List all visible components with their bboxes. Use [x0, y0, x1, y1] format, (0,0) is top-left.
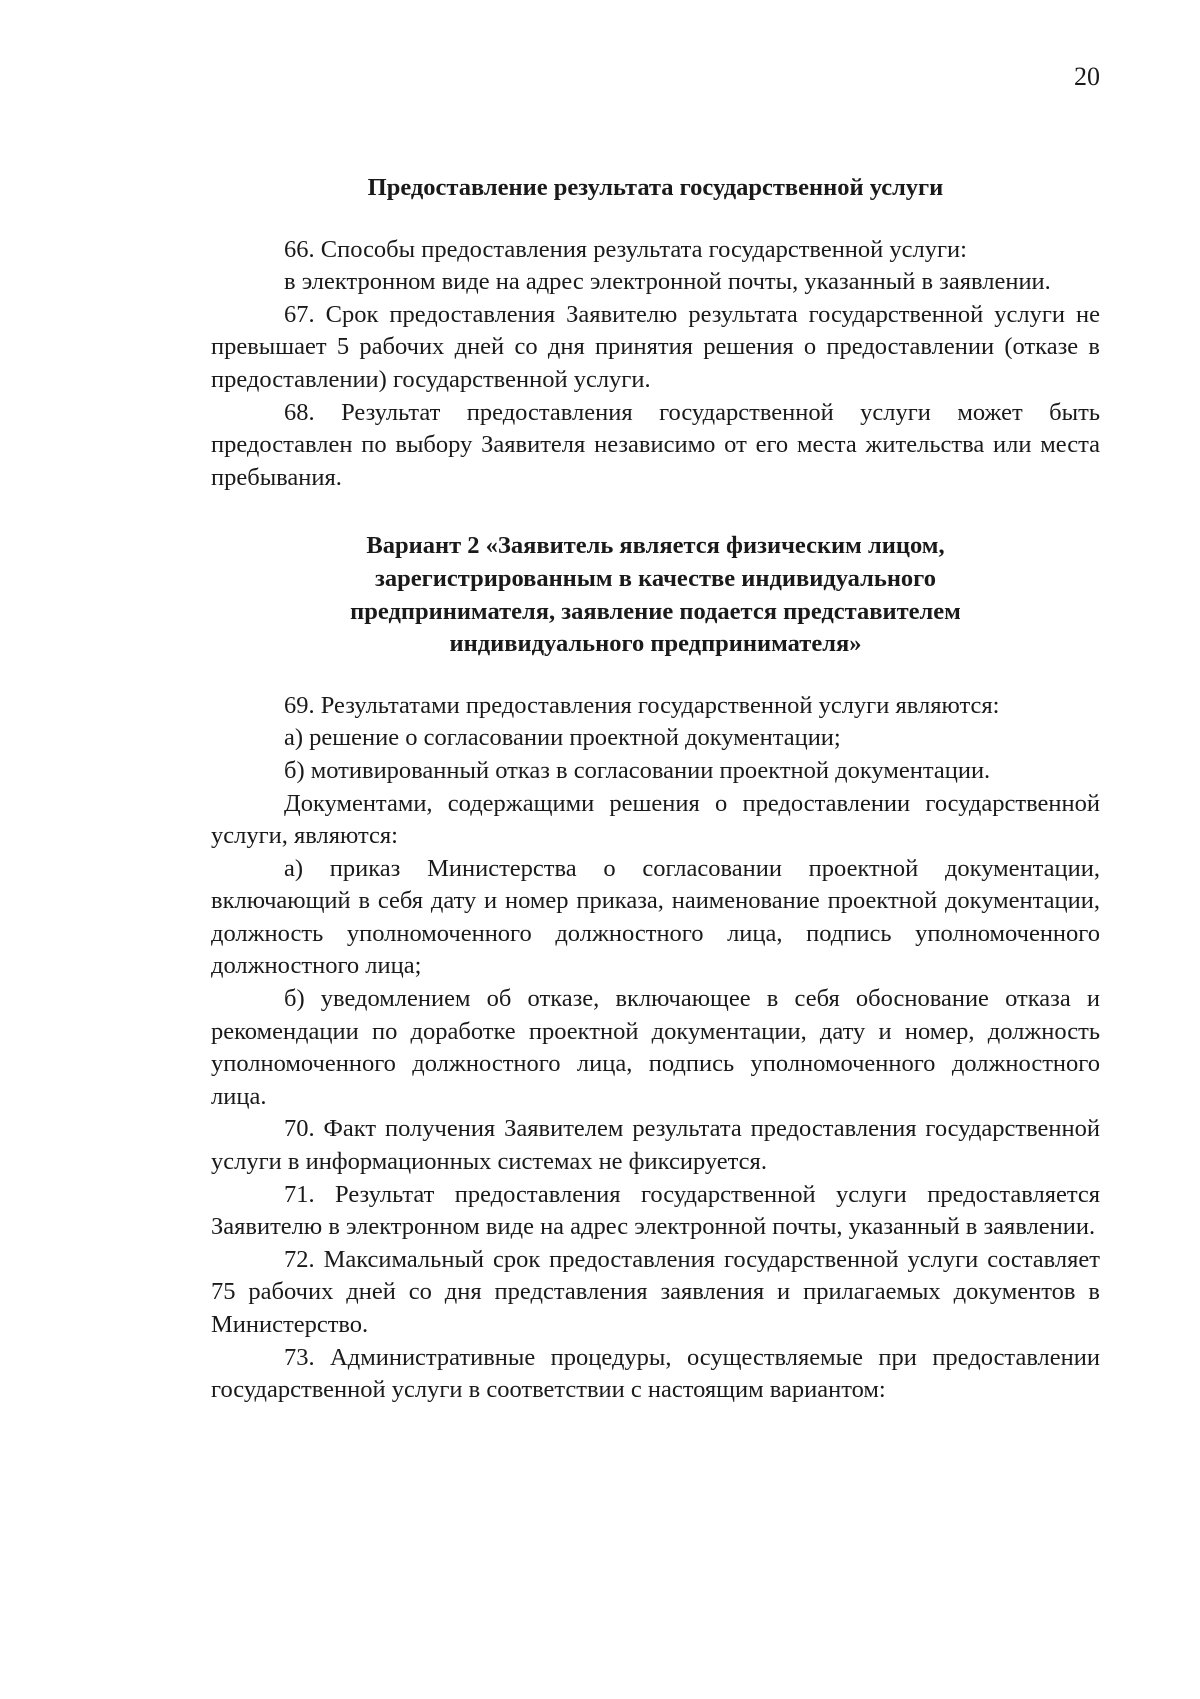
paragraph-69: 69. Результатами предоставления государственной услуги являются:: [284, 691, 1000, 719]
paragraph-69-item-a: а) решение о согласовании проектной документации;: [284, 724, 841, 752]
paragraph-68: 68. Результат предоставления государственной услуги может быть предоставлен по выбору Заявителя независимо от его места жительства или места пребывания.: [211, 398, 1100, 491]
document-body: [211, 172, 1100, 1407]
section-heading-result: Предоставление результата государственной услуги: [367, 174, 944, 201]
paragraph-72: 72. Максимальный срок предоставления государственной услуги составляет 75 рабочих дней со дня представления заявления и прилагаемых документов в Министерство.: [211, 1245, 1100, 1338]
paragraph-66: 66. Способы предоставления результата государственной услуги:: [284, 235, 967, 263]
paragraph-documents-item-a: а) приказ Министерства о согласовании проектной документации, включающий в себя дату и номер приказа, наименование проектной документации, должность уполномоченного должностного лица, подпись уполномоченного должностного лица;: [211, 854, 1100, 980]
paragraph-documents: Документами, содержащими решения о предоставлении государственной услуги, являются:: [211, 789, 1100, 850]
paragraph-66-item: в электронном виде на адрес электронной почты, указанный в заявлении.: [284, 268, 1051, 296]
section-heading-variant-2: [211, 530, 1100, 660]
paragraph-73: 73. Административные процедуры, осуществляемые при предоставлении государственной услуги в соответствии с настоящим вариантом:: [211, 1343, 1100, 1404]
paragraph-70: 70. Факт получения Заявителем результата предоставления государственной услуги в информационных системах не фиксируется.: [211, 1115, 1100, 1176]
paragraph-71: 71. Результат предоставления государственной услуги предоставляется Заявителю в электронном виде на адрес электронной почты, указанный в заявлении.: [211, 1180, 1100, 1241]
variant-heading-line: предпринимателя, заявление подается представителем: [350, 597, 961, 625]
paragraph-documents-item-b: б) уведомлением об отказе, включающее в себя обоснование отказа и рекомендации по доработке проектной документации, дату и номер, должность уполномоченного должностного лица, подпись уполномоченного должностного лица.: [211, 985, 1100, 1110]
variant-heading-line: индивидуального предпринимателя»: [449, 630, 862, 658]
paragraph-69-item-b: б) мотивированный отказ в согласовании проектной документации.: [284, 756, 991, 784]
page-number: 20: [1074, 62, 1100, 91]
paragraph-67: 67. Срок предоставления Заявителю результата государственной услуги не превышает 5 рабочих дней со дня принятия решения о предоставлении (отказе в предоставлении) государственной услуги.: [211, 300, 1100, 393]
variant-heading-line: Вариант 2 «Заявитель является физическим лицом,: [366, 532, 945, 560]
variant-heading-line: зарегистрированным в качестве индивидуального: [375, 564, 936, 592]
